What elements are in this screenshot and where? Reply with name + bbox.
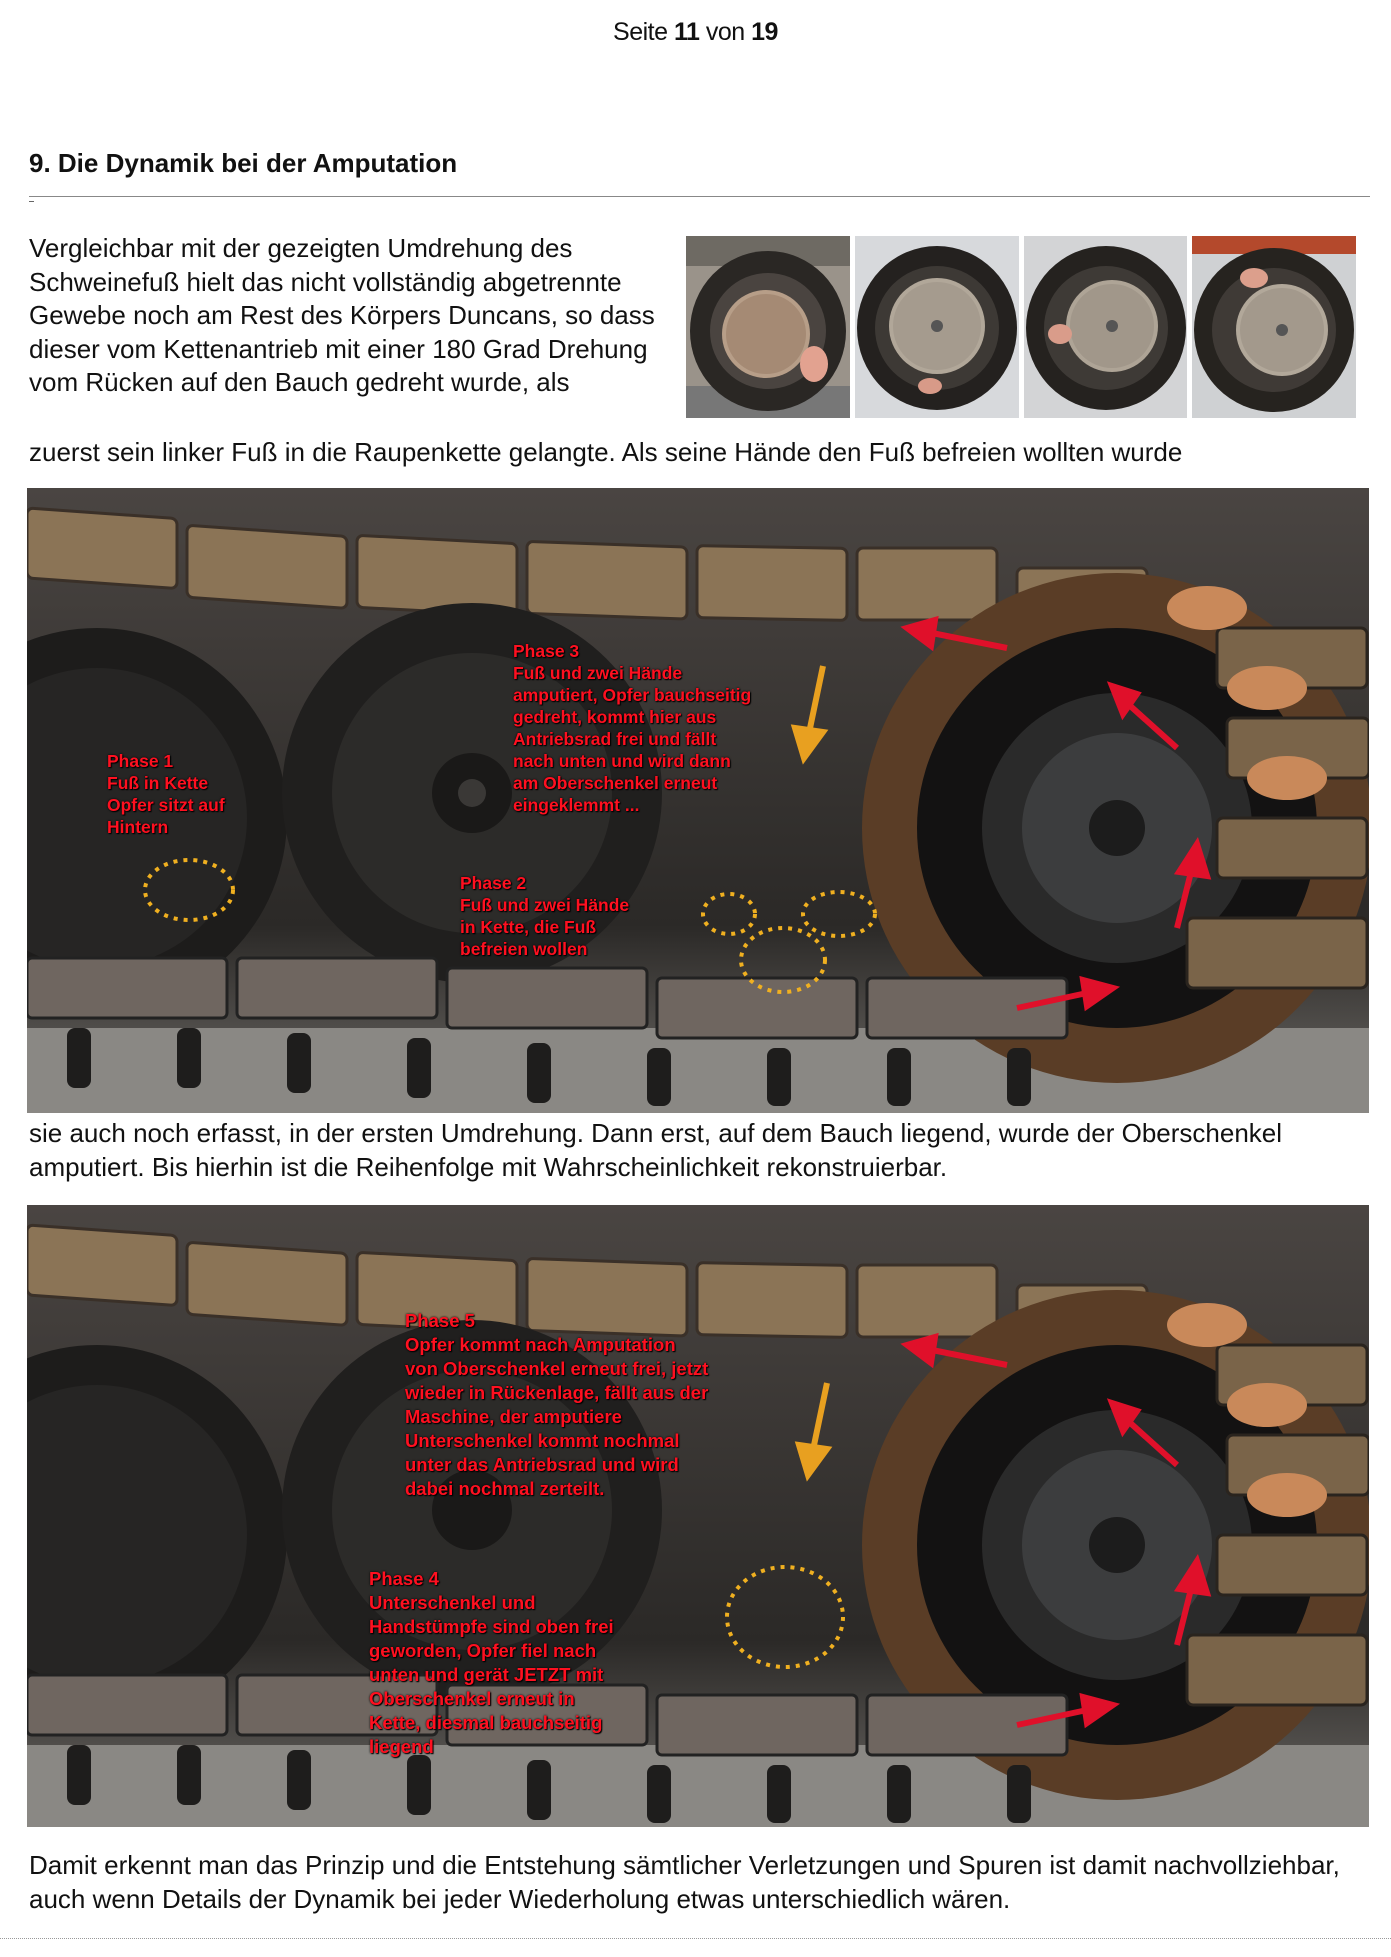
- page-prefix: Seite: [613, 18, 668, 46]
- divider-mark: [29, 201, 34, 202]
- track-photo-phases-4-5: [27, 1205, 1369, 1827]
- page-bottom-border: [0, 1938, 1391, 1939]
- section-heading: 9. Die Dynamik bei der Amputation: [29, 148, 458, 178]
- middle-paragraph: sie auch noch erfasst, in der ersten Umdrehung. Dann erst, auf dem Bauch liegend, wurde der Oberschenkel amputiert. Bis hierhin ist die Reihenfolge mit Wahrscheinlichkeit rekonstruierbar.: [29, 1118, 1283, 1182]
- phase-5-annotation: Phase 5 Opfer kommt nach Amputation von Oberschenkel erneut frei, jetzt wieder in Rückenlage, fällt aus der Maschine, der amputiere Unterschenkel kommt nochmal unter das Antriebsrad und wird dabei nochmal zerteilt.: [405, 1310, 709, 1499]
- thumbnail-2: [855, 236, 1019, 418]
- thumbnail-1: [686, 236, 850, 418]
- page-separator: von: [705, 18, 745, 46]
- track-photo-phases-1-3: [27, 488, 1369, 1113]
- thumbnail-4: [1192, 236, 1356, 418]
- phase-1-annotation: Phase 1 Fuß in Kette Opfer sitzt auf Hintern: [107, 751, 225, 837]
- phase-4-annotation: Phase 4 Unterschenkel und Handstümpfe sind oben frei geworden, Opfer fiel nach unten und gerät JETZT mit Oberschenkel erneut in Kette, diesmal bauchseitig liegend: [369, 1568, 614, 1757]
- heading-divider: [29, 196, 1370, 197]
- final-paragraph: Damit erkennt man das Prinzip und die Entstehung sämtlicher Verletzungen und Spuren ist damit nachvollziehbar, auch wenn Details der Dynamik bei jeder Wiederholung etwas unterschiedlich wären.: [29, 1850, 1340, 1914]
- current-page: 11: [673, 18, 700, 46]
- phase-2-annotation: Phase 2 Fuß und zwei Hände in Kette, die Fuß befreien wollen: [460, 873, 630, 959]
- total-pages: 19: [751, 18, 778, 46]
- page-number-header: [0, 18, 1391, 47]
- phase-3-annotation: Phase 3 Fuß und zwei Hände amputiert, Opfer bauchseitig gedreht, kommt hier aus Antriebsrad frei und fällt nach unten und wird dann am Oberschenkel erneut eingeklemmt ...: [513, 641, 752, 815]
- pig-foot-rotation-thumbnails: [686, 236, 1356, 418]
- intro-paragraph: Vergleichbar mit der gezeigten Umdrehung des Schweinefuß hielt das nicht vollständig abgetrennte Gewebe noch am Rest des Körpers Duncans, so dass dieser vom Kettenantrieb mit einer 180 Grad Drehung vom Rücken auf den Bauch gedreht wurde, als: [29, 233, 655, 397]
- thumbnail-3: [1024, 236, 1188, 418]
- intro-paragraph-continuation: zuerst sein linker Fuß in die Raupenkette gelangte. Als seine Hände den Fuß befreien wollten wurde: [29, 437, 1183, 467]
